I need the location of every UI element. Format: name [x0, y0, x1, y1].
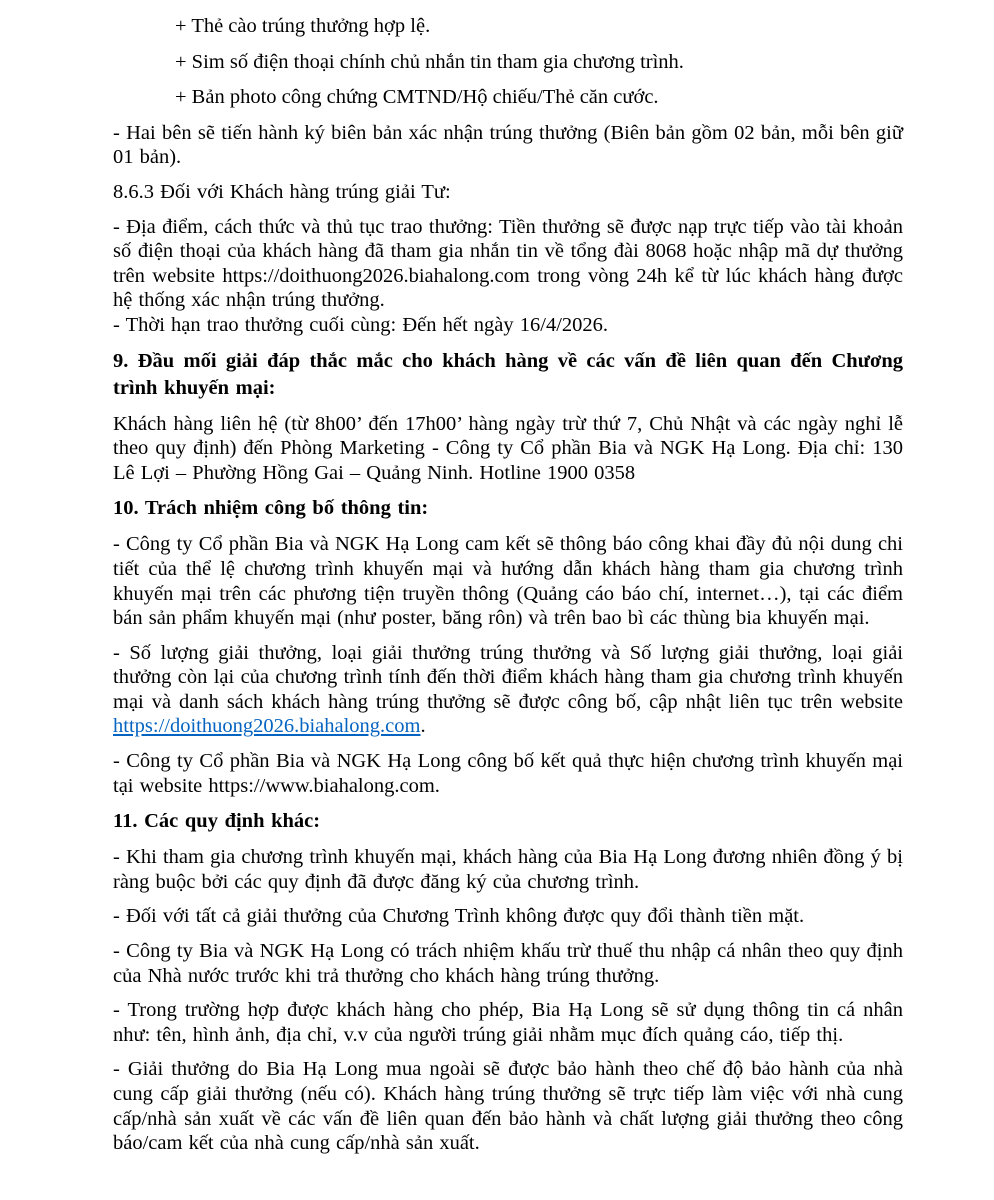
requirement-item-id-photocopy: + Bản photo công chứng CMTND/Hộ chiếu/Thẻ căn cước.	[175, 86, 659, 109]
paragraph-publicity-commitment: - Công ty Cổ phần Bia và NGK Hạ Long cam kết sẽ thông báo công khai đầy đủ nội dung chi tiết của thể lệ chương trình khuyến mại và hướng dẫn khách hàng tham gia chương trình khuyến mại trên các phương tiện truyền thông (Quảng cáo báo chí, internet…), tại các điểm bán sản phẩm khuyến mại (như poster, băng rôn) và trên bao bì các thùng bia khuyến mại.	[113, 533, 903, 630]
paragraph-binding-rules: - Khi tham gia chương trình khuyến mại, khách hàng của Bia Hạ Long đương nhiên đồng ý bị ràng buộc bởi các quy định đã được đăng ký của chương trình.	[113, 846, 903, 893]
requirement-item-sim-number: + Sim số điện thoại chính chủ nhắn tin tham gia chương trình.	[175, 50, 684, 73]
paragraph-award-deadline: - Thời hạn trao thưởng cuối cùng: Đến hết ngày 16/4/2026.	[113, 313, 609, 336]
paragraph-personal-info-usage: - Trong trường hợp được khách hàng cho phép, Bia Hạ Long sẽ sử dụng thông tin cá nhân như: tên, hình ảnh, địa chỉ, v.v của người trúng giải nhằm mục đích quảng cáo, tiếp thị.	[113, 999, 903, 1046]
paragraph-warranty-policy: - Giải thưởng do Bia Hạ Long mua ngoài sẽ được bảo hành theo chế độ bảo hành của nhà cung cấp giải thưởng (nếu có). Khách hàng trúng thưởng sẽ trực tiếp làm việc với nhà cung cấp/nhà sản xuất về các vấn đề liên quan đến bảo hành và chất lượng giải thưởng theo công báo/cam kết của nhà cung cấp/nhà sản xuất.	[113, 1058, 903, 1155]
paragraph-fourth-prize-procedure: - Địa điểm, cách thức và thủ tục trao thưởng: Tiền thưởng sẽ được nạp trực tiếp vào tài khoản số điện thoại của khách hàng đã tham gia nhắn tin về tổng đài 8068 hoặc nhập mã dự thưởng trên website https://doithuong2026.biahalong.com trong vòng 24h kể từ lúc khách hàng được hệ thống xác nhận trúng thưởng.	[113, 215, 903, 312]
paragraph-results-announcement: - Công ty Cổ phần Bia và NGK Hạ Long công bố kết quả thực hiện chương trình khuyến mại tại website https://www.biahalong.com.	[113, 750, 903, 797]
section-8-6-3-title: 8.6.3 Đối với Khách hàng trúng giải Tư:	[113, 180, 451, 203]
paragraph-signing-record: - Hai bên sẽ tiến hành ký biên bản xác nhận trúng thưởng (Biên bản gồm 02 bản, mỗi bên giữ 01 bản).	[113, 121, 903, 169]
paragraph-tax-withholding: - Công ty Bia và NGK Hạ Long có trách nhiệm khấu trừ thuế thu nhập cá nhân theo quy định của Nhà nước trước khi trả thưởng cho khách hàng trúng thưởng.	[113, 940, 903, 987]
section-9-heading: 9. Đầu mối giải đáp thắc mắc cho khách hàng về các vấn đề liên quan đến Chương trình khuyến mại:	[113, 349, 903, 399]
doithuong-website-link[interactable]: https://doithuong2026.biahalong.com	[113, 715, 421, 738]
section-10-heading: 10. Trách nhiệm công bố thông tin:	[113, 497, 429, 520]
prize-publication-text-after: .	[420, 715, 426, 738]
paragraph-prize-publication	[113, 641, 903, 739]
prize-publication-text-before: - Số lượng giải thưởng, loại giải thưởng trúng thưởng và Số lượng giải thưởng, loại giải thưởng còn lại của chương trình tính đến thời điểm khách hàng tham gia chương trình khuyến mại và danh sách khách hàng trúng thưởng sẽ được công bố, cập nhật liên tục trên website	[113, 641, 903, 713]
requirement-item-scratch-card: + Thẻ cào trúng thưởng hợp lệ.	[175, 15, 431, 37]
paragraph-no-cash-conversion: - Đối với tất cả giải thưởng của Chương Trình không được quy đổi thành tiền mặt.	[113, 905, 805, 928]
section-11-heading: 11. Các quy định khác:	[113, 810, 321, 833]
paragraph-contact-info: Khách hàng liên hệ (từ 8h00’ đến 17h00’ hàng ngày trừ thứ 7, Chủ Nhật và các ngày nghỉ lễ theo quy định) đến Phòng Marketing - Công ty Cổ phần Bia và NGK Hạ Long. Địa chỉ: 130 Lê Lợi – Phường Hồng Gai – Quảng Ninh. Hotline 1900 0358	[113, 412, 903, 484]
